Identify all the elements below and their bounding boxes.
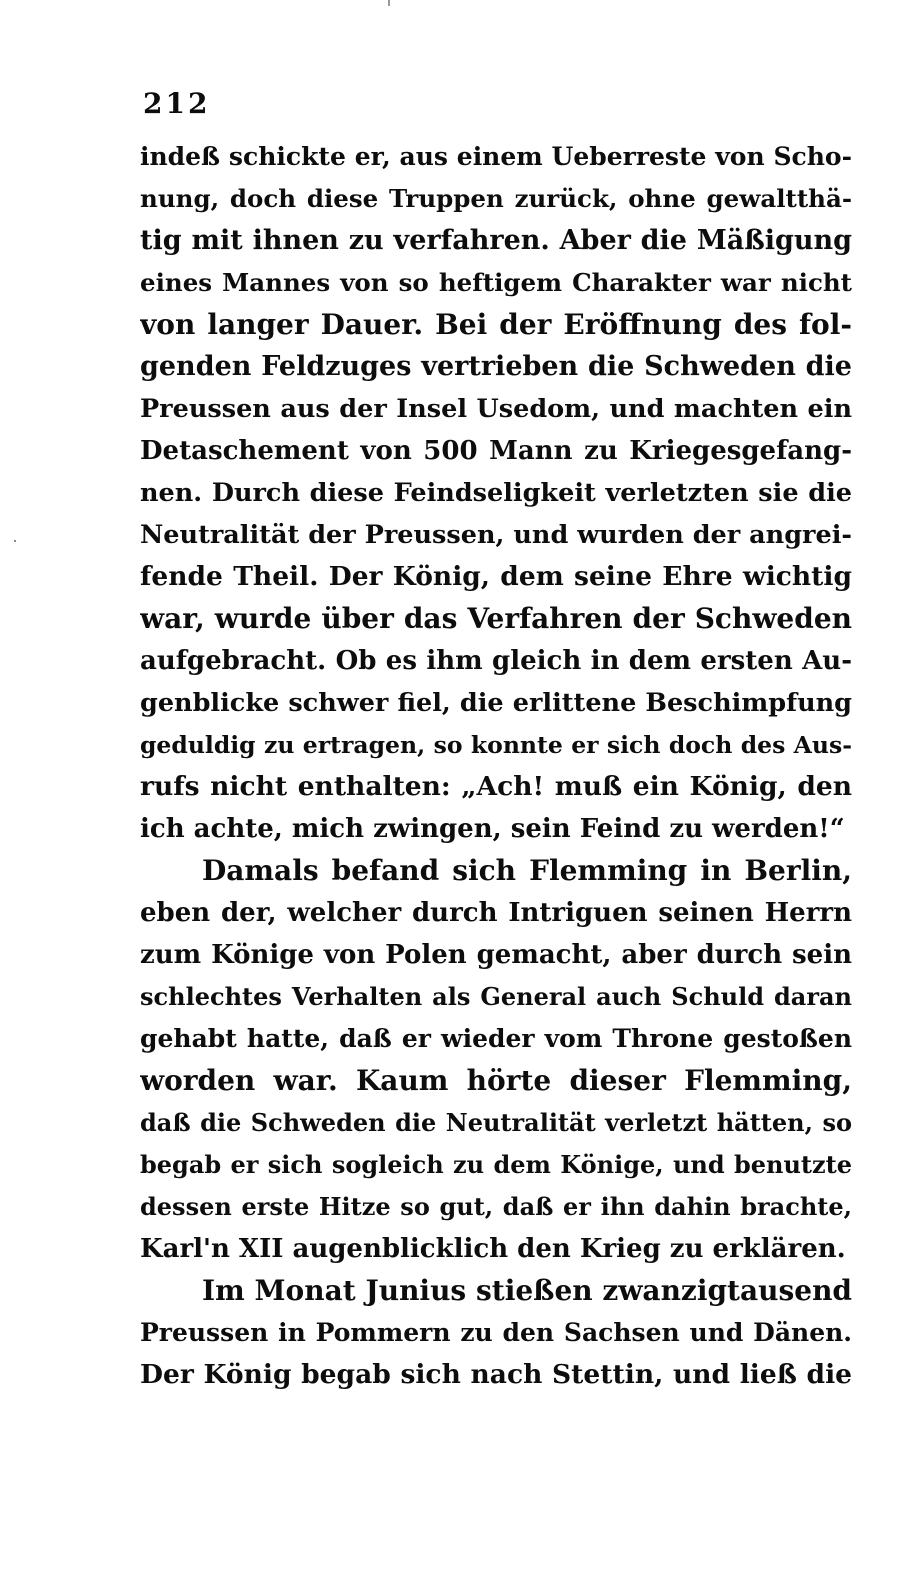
- text-line: rufs nicht enthalten: „Ach! muß ein König, den: [140, 771, 852, 802]
- text-line: geduldig zu ertragen, so konnte er sich doch des Aus-: [140, 731, 852, 759]
- scan-speck: [14, 540, 16, 542]
- text-line: Preussen in Pommern zu den Sachsen und Dänen.: [140, 1318, 852, 1347]
- text-line: zum Könige von Polen gemacht, aber durch sein: [140, 940, 852, 970]
- text-line: daß die Schweden die Neutralität verletzt hätten, so: [140, 1108, 852, 1137]
- text-line: begab er sich sogleich zu dem Könige, und benutzte: [140, 1150, 852, 1179]
- text-line: indeß schickte er, aus einem Ueberreste von Scho-: [140, 142, 852, 171]
- text-line: aufgebracht. Ob es ihm gleich in dem ersten Au-: [140, 646, 852, 676]
- paragraph-end-line: Karl'n XII augenblicklich den Krieg zu erklären.: [140, 1234, 846, 1264]
- paragraph-start-line: Damals befand sich Flemming in Berlin,: [202, 854, 852, 887]
- text-line: genden Feldzuges vertrieben die Schweden die: [140, 351, 852, 382]
- text-line: Neutralität der Preussen, und wurden der angrei-: [140, 520, 852, 550]
- scan-mark: [388, 0, 390, 6]
- text-line: war, wurde über das Verfahren der Schweden: [140, 602, 852, 635]
- text-line: nen. Durch diese Feindseligkeit verletzten sie die: [140, 478, 852, 508]
- text-line: gehabt hatte, daß er wieder vom Throne gestoßen: [140, 1024, 852, 1053]
- paragraph-start-line: Im Monat Junius stießen zwanzigtausend: [202, 1274, 852, 1307]
- text-line: fende Theil. Der König, dem seine Ehre wichtig: [140, 561, 852, 592]
- text-line: Detaschement von 500 Mann zu Kriegesgefang-: [140, 436, 852, 466]
- text-line: eben der, welcher durch Intriguen seinen Herrn: [140, 898, 852, 928]
- text-line: tig mit ihnen zu verfahren. Aber die Mäßigung: [140, 225, 852, 256]
- text-line: worden war. Kaum hörte dieser Flemming,: [140, 1064, 852, 1097]
- text-line: von langer Dauer. Bei der Eröffnung des fol-: [140, 308, 852, 341]
- text-line: schlechtes Verhalten als General auch Schuld daran: [140, 982, 852, 1011]
- page-number: 212: [143, 87, 211, 120]
- text-line: Preussen aus der Insel Usedom, und machten ein: [140, 394, 852, 424]
- text-line: nung, doch diese Truppen zurück, ohne gewaltthä-: [140, 184, 852, 213]
- paragraph-end-line: ich achte, mich zwingen, sein Feind zu werden!“: [140, 814, 845, 844]
- text-line: eines Mannes von so heftigem Charakter war nicht: [140, 268, 852, 297]
- text-line: genblicke schwer fiel, die erlittene Beschimpfung: [140, 688, 852, 718]
- body-text: [140, 136, 852, 1396]
- text-line: dessen erste Hitze so gut, daß er ihn dahin brachte,: [140, 1192, 852, 1221]
- text-line: Der König begab sich nach Stettin, und ließ die: [140, 1359, 852, 1390]
